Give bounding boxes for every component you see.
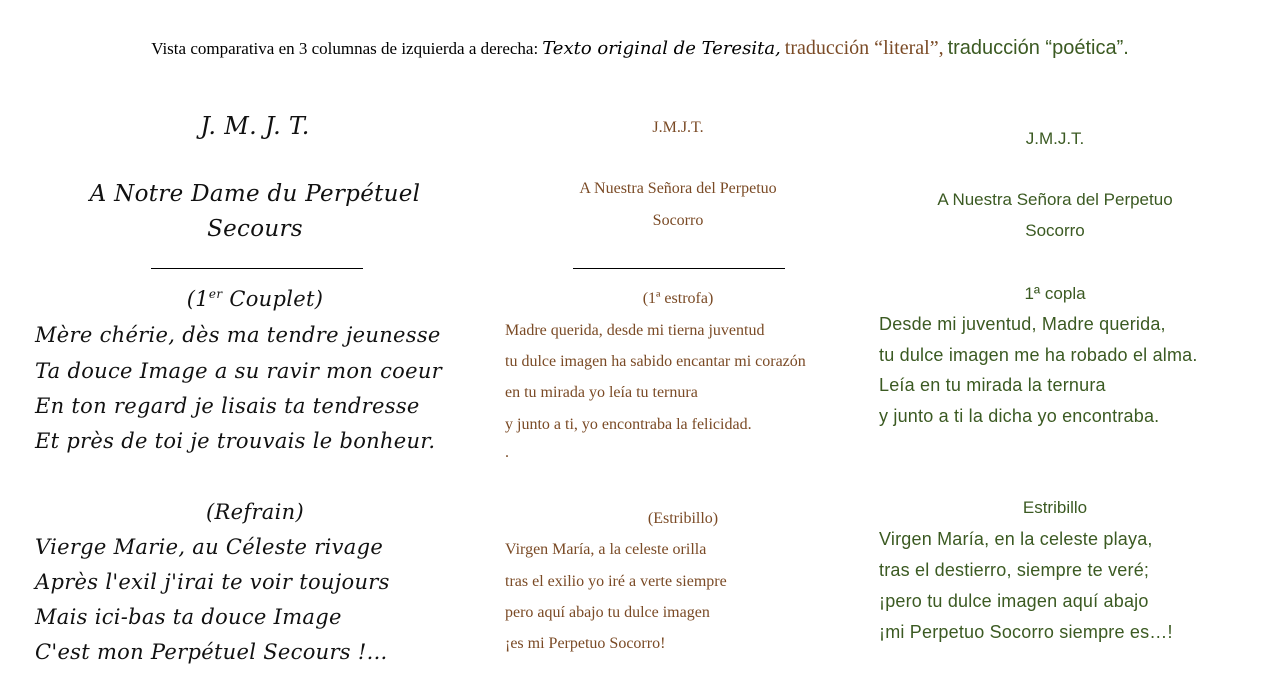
poetic-stanza-line: Leía en tu mirada la ternura [879,375,1106,395]
literal-refrain-line: tras el exilio yo iré a verte siempre [505,573,727,590]
original-divider [151,268,363,269]
poetic-refrain-line: Virgen María, en la celeste playa, [879,529,1153,549]
comparison-header [0,37,1280,60]
original-refrain-line: Mais ici-bas ta douce Image [35,605,342,629]
header-intro: Vista comparativa en 3 columnas de izquierda a derecha: [151,39,539,58]
original-couplet-line: Et près de toi je trouvais le bonheur. [35,429,436,453]
original-couplet-heading [35,287,475,311]
poetic-refrain-heading: Estribillo [1022,498,1088,517]
poetic-title-line1: A Nuestra Señora del Perpetuo [937,190,1173,209]
poetic-stanza-line: y junto a ti la dicha yo encontraba. [879,406,1160,426]
literal-divider [573,268,785,269]
original-refrain-heading: (Refrain) [206,500,304,524]
header-original-label: Texto original de Teresita, [542,38,781,59]
literal-stanza-dot: . [505,444,509,461]
original-refrain-line: Après l'exil j'irai te voir toujours [35,570,390,594]
couplet-heading-prefix: (1 [186,287,209,311]
literal-stanza-line: y junto a ti, yo encontraba la felicidad. [505,416,752,433]
poetic-monogram: J.M.J.T. [1025,129,1085,148]
couplet-heading-sup: er [208,287,223,301]
literal-refrain-line: ¡es mi Perpetuo Socorro! [505,635,666,652]
literal-title-line1: A Nuestra Señora del Perpetuo [579,180,777,197]
original-title-line1: A Notre Dame du Perpétuel [89,181,421,207]
literal-monogram: J.M.J.T. [652,119,704,136]
poetic-stanza-line: tu dulce imagen me ha robado el alma. [879,345,1198,365]
original-refrain-line: C'est mon Perpétuel Secours !... [35,640,388,664]
poetic-refrain-line: ¡mi Perpetuo Socorro siempre es…! [879,622,1173,642]
original-couplet-line: En ton regard je lisais ta tendresse [35,394,420,418]
original-monogram: J. M. J. T. [200,112,310,140]
literal-refrain-line: pero aquí abajo tu dulce imagen [505,604,710,621]
literal-refrain-heading: (Estribillo) [647,510,719,527]
literal-stanza-line: tu dulce imagen ha sabido encantar mi corazón [505,353,806,370]
poetic-stanza-heading: 1ª copla [1024,284,1086,303]
literal-stanza-line: Madre querida, desde mi tierna juventud [505,322,765,339]
literal-refrain-line: Virgen María, a la celeste orilla [505,541,707,558]
poetic-refrain-line: ¡pero tu dulce imagen aquí abajo [879,591,1149,611]
original-couplet-line: Mère chérie, dès ma tendre jeunesse [35,323,441,347]
original-couplet-line: Ta douce Image a su ravir mon coeur [35,359,442,383]
literal-title-line2: Socorro [652,212,704,229]
poetic-refrain-line: tras el destierro, siempre te veré; [879,560,1150,580]
poetic-title-line2: Socorro [1025,221,1085,240]
literal-stanza-line: en tu mirada yo leía tu ternura [505,384,698,401]
header-literal-label: traducción “literal”, [784,37,944,59]
original-refrain-line: Vierge Marie, au Céleste rivage [35,535,384,559]
poetic-stanza-line: Desde mi juventud, Madre querida, [879,314,1166,334]
header-poetic-label: traducción “poética”. [947,37,1129,59]
original-title-line2: Secours [207,216,303,242]
literal-stanza-heading: (1ª estrofa) [642,290,714,307]
couplet-heading-suffix: Couplet) [222,287,324,311]
